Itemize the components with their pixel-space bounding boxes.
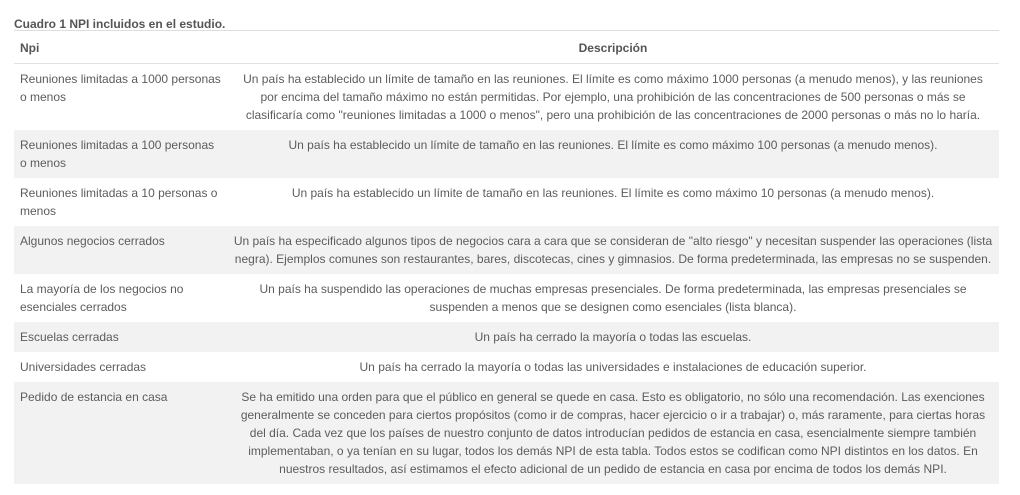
- table-caption: Cuadro 1 NPI incluidos en el estudio.: [14, 0, 999, 31]
- table-row: [14, 274, 999, 322]
- npi-name: Reuniones limitadas a 100 personas o menos: [14, 130, 227, 178]
- npi-name: Reuniones limitadas a 1000 personas o menos: [20, 72, 221, 104]
- npi-name: La mayoría de los negocios no esenciales cerrados: [20, 282, 184, 314]
- npi-name: Pedido de estancia en casa: [14, 382, 227, 484]
- table-row: [14, 226, 999, 274]
- npi-name: Reuniones limitadas a 10 personas o menos: [20, 186, 218, 218]
- npi-description: Se ha emitido una orden para que el público en general se quede en casa. Esto es obligatorio, no sólo una recomendación. Las exenciones generalmente se conceden para ciertos propósitos (como ir de compras, hacer ejercicio o ir a trabajar) o, más raramente, para ciertas horas del día. Cada vez que los países de nuestro conjunto de datos introducían pedidos de estancia en casa, esencialmente siempre también implementaban, o ya tenían en su lugar, todos los demás NPI de esta tabla. Todos estos se codifican como NPI distintos en los datos. En nuestros resultados, así estimamos el efecto adicional de un pedido de estancia en casa por encima de todos los demás NPI.: [227, 382, 999, 484]
- table-row: [14, 178, 999, 226]
- npi-description: Un país ha cerrado la mayoría o todas las escuelas.: [227, 322, 999, 352]
- table-row: [14, 352, 999, 382]
- npi-description: Un país ha suspendido las operaciones de muchas empresas presenciales. De forma predeterminada, las empresas presenciales se suspenden a menos que se designen como esenciales (lista blanca).: [259, 282, 967, 314]
- table-body: [14, 64, 999, 485]
- npi-description: Un país ha establecido un límite de tamaño en las reuniones. El límite es como máximo 100 personas (a menudo menos).: [227, 130, 999, 178]
- npi-name: Universidades cerradas: [20, 360, 147, 374]
- npi-description: Un país ha especificado algunos tipos de negocios cara a cara que se consideran de "alto riesgo" y necesitan suspender las operaciones (lista negra). Ejemplos comunes son restaurantes, bares, discotecas, cines y gimnasios. De forma predeterminada, las empresas no se suspenden.: [227, 226, 999, 274]
- npi-name: Algunos negocios cerrados: [14, 226, 227, 274]
- header-npi: Npi: [14, 31, 227, 64]
- table-header: [14, 31, 999, 64]
- header-description: Descripción: [227, 31, 999, 64]
- npi-description: Un país ha establecido un límite de tamaño en las reuniones. El límite es como máximo 1000 personas (a menudo menos), y las reuniones por encima del tamaño máximo no están permitidas. Por ejemplo, una prohibición de las concentraciones de 500 personas o más se clasificaría como "reuniones limitadas a 1000 o menos", pero una prohibición de las concentraciones de 2000 personas o más no lo haría.: [243, 72, 983, 122]
- npi-name: Escuelas cerradas: [14, 322, 227, 352]
- header-row: [14, 31, 999, 64]
- npi-description: Un país ha cerrado la mayoría o todas las universidades e instalaciones de educación superior.: [359, 360, 867, 374]
- npi-description: Un país ha establecido un límite de tamaño en las reuniones. El límite es como máximo 10 personas (a menudo menos).: [291, 186, 935, 200]
- table-row: [14, 382, 999, 484]
- npi-table: [14, 31, 999, 484]
- table-row: [14, 322, 999, 352]
- table-row: [14, 130, 999, 178]
- table-row: [14, 64, 999, 131]
